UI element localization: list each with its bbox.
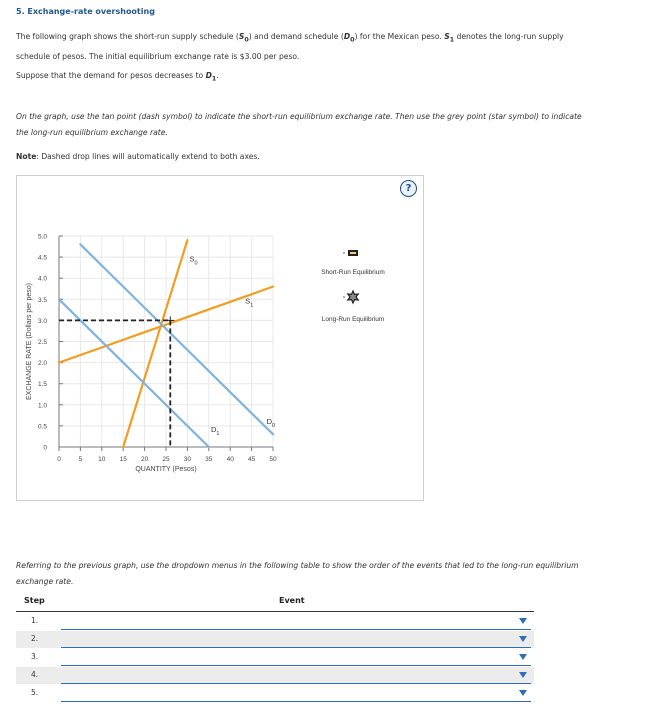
suppose-d1: D xyxy=(205,71,212,80)
series-label-d0: $D_0$ xyxy=(266,416,276,429)
note-label: Note xyxy=(16,152,37,161)
question-title: 5. Exchange-rate overshooting xyxy=(16,7,155,16)
note-text: : Dashed drop lines will automatically extend to both axes. xyxy=(36,152,260,161)
instruction-text-1: On the graph, use the tan point (dash symbol) to indicate the short-run equilibrium exchange rate. Then use the grey point (star symbol) to indicate xyxy=(16,112,582,121)
referring-text-2: exchange rate. xyxy=(16,577,74,586)
x-tick-label: 20 xyxy=(140,456,149,463)
suppose-text: Suppose that the demand for pesos decreases to xyxy=(16,71,206,80)
intro-text-4: denotes the long-run supply xyxy=(454,32,564,41)
series-label-s1: $S_1$ xyxy=(245,296,254,309)
intro-s0: S xyxy=(238,32,245,41)
event-dropdown[interactable] xyxy=(61,613,531,630)
intro-s1-sub: 1 xyxy=(449,36,455,44)
intro-paragraph xyxy=(16,29,636,65)
series-line-d1 xyxy=(59,299,209,447)
event-dropdown[interactable] xyxy=(61,667,531,684)
chevron-down-icon xyxy=(519,654,527,660)
series-label-subscript: 1 xyxy=(250,302,254,309)
legend-label-short-run: Short-Run Equilibrium xyxy=(321,269,385,276)
series-label-d1: $D_1$ xyxy=(210,425,220,438)
chevron-down-icon xyxy=(519,618,527,624)
step-number: 4. xyxy=(31,670,39,679)
x-tick-label: 50 xyxy=(269,456,277,463)
x-tick-label: 5 xyxy=(78,456,83,463)
y-axis-title: EXCHANGE RATE (Dollars per peso) xyxy=(26,283,33,400)
event-dropdown[interactable] xyxy=(61,631,531,648)
series-label-subscript: 1 xyxy=(216,431,220,438)
intro-text-2: ) and demand schedule ( xyxy=(248,32,344,41)
y-tick-label: 4.5 xyxy=(37,254,47,262)
intro-d0-sub: 0 xyxy=(350,36,355,44)
x-axis-title: QUANTITY (Pesos) xyxy=(135,466,197,473)
x-tick-label: 15 xyxy=(119,456,127,463)
y-tick-label: 3.0 xyxy=(37,317,47,325)
instruction-text-2: the long-run equilibrium exchange rate. xyxy=(16,128,168,137)
x-tick-label: 40 xyxy=(226,456,234,463)
header-divider xyxy=(16,611,534,612)
x-tick-label: 25 xyxy=(162,456,170,463)
y-tick-label: 2.5 xyxy=(37,339,47,346)
chevron-down-icon xyxy=(519,636,527,642)
x-tick-label: 30 xyxy=(183,456,192,463)
series-label-subscript: 0 xyxy=(272,422,276,429)
y-tick-label: 4.0 xyxy=(37,275,47,283)
legend-dash-icon xyxy=(350,252,356,254)
series-label-subscript: 0 xyxy=(194,260,198,267)
table-row xyxy=(16,613,534,630)
chart-svg[interactable] xyxy=(17,176,423,500)
intro-text-3: ) for the Mexican peso. xyxy=(354,32,445,41)
event-dropdown[interactable] xyxy=(61,685,531,702)
intro-s0-sub: 0 xyxy=(244,36,249,44)
graph-panel xyxy=(16,175,424,501)
y-tick-label: 1.5 xyxy=(37,381,47,389)
step-number: 1. xyxy=(31,616,39,625)
referring-text-1: Referring to the previous graph, use the dropdown menus in the following table to show the order of the events that led to the long-run equilibrium xyxy=(16,561,579,570)
y-tick-label: 3.5 xyxy=(37,296,47,304)
note-paragraph xyxy=(16,149,636,165)
table-row xyxy=(16,685,534,702)
x-tick-label: 35 xyxy=(205,456,213,463)
table-row xyxy=(16,631,534,648)
chevron-down-icon xyxy=(519,690,527,696)
y-tick-label: 5.0 xyxy=(37,233,47,241)
y-tick-label: 2.0 xyxy=(37,360,47,368)
legend-star-dot xyxy=(343,296,345,298)
suppose-d1-sub: 1 xyxy=(211,75,217,83)
x-tick-label: 0 xyxy=(57,456,61,463)
y-tick-label: 0.5 xyxy=(37,423,47,431)
x-tick-label: 10 xyxy=(98,456,106,463)
intro-d0: D xyxy=(343,32,351,41)
intro-s1: S xyxy=(444,32,450,41)
step-number: 2. xyxy=(31,634,39,643)
event-dropdown[interactable] xyxy=(61,649,531,666)
intro-text-5: schedule of pesos. The initial equilibrium exchange rate is $3.00 per peso. xyxy=(16,51,300,61)
help-icon[interactable]: ? xyxy=(400,180,417,197)
step-column-header: Step xyxy=(24,596,45,605)
event-column-header: Event xyxy=(279,596,305,605)
y-tick-label: 0 xyxy=(43,444,47,452)
legend-star-icon xyxy=(348,291,358,303)
step-number: 5. xyxy=(31,688,39,697)
table-row xyxy=(16,667,534,684)
y-tick-label: 1.0 xyxy=(37,402,47,410)
suppose-period: . xyxy=(216,71,219,80)
legend-label-long-run: Long-Run Equilibrium xyxy=(321,316,385,323)
series-label-s0: $S_0$ xyxy=(189,254,198,267)
instruction-paragraph xyxy=(16,109,636,141)
suppose-paragraph xyxy=(16,68,636,88)
intro-text-1: The following graph shows the short-run supply schedule ( xyxy=(16,32,239,41)
referring-paragraph xyxy=(16,558,636,590)
step-number: 3. xyxy=(31,652,39,661)
table-row xyxy=(16,649,534,666)
chevron-down-icon xyxy=(519,672,527,678)
x-tick-label: 45 xyxy=(247,456,256,463)
legend-dash-dot xyxy=(343,252,345,254)
